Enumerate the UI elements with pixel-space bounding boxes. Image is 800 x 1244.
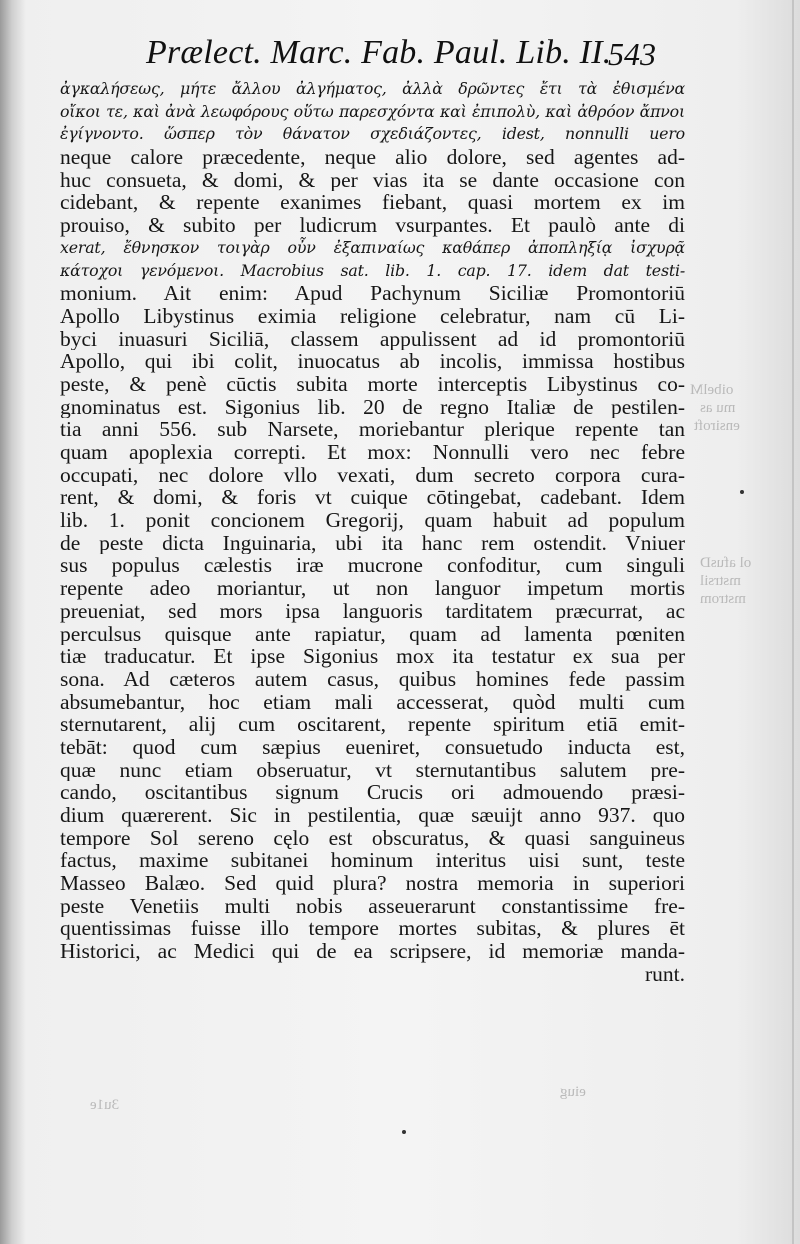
- text-line: sona. Ad cæteros autem casus, quibus homines fede passim: [60, 667, 685, 691]
- text-line: cando, oscitantibus signum Crucis ori admouendo præsi-: [60, 781, 685, 804]
- text-line: preueniat, sed mors ipsa languoris tarditatem præcurrat, ac: [60, 599, 685, 623]
- text-line: sus populus cælestis iræ mucrone confoditur, cum singuli: [60, 554, 685, 578]
- text-line: quæ nunc etiam obseruatur, vt sternutantibus salutem pre-: [60, 758, 685, 782]
- text-line: de peste dicta Inguinaria, ubi ita hanc rem ostendit. Vniuer: [60, 531, 685, 555]
- body-text: [60, 78, 685, 986]
- text-line: Apollo Libystinus eximia religione celebratur, nam cū Li-: [60, 304, 685, 328]
- text-line: huc consueta, & domi, & per vias ita se dante occasione con: [60, 168, 685, 192]
- show-through-mark: mstrom: [700, 591, 746, 607]
- show-through-mark: ensiroft: [694, 418, 740, 434]
- text-line: repente adeo moriantur, ut non languor impetum mortis: [60, 577, 685, 600]
- text-line: occupati, nec dolore vllo vexati, dum secreto corpora cura-: [60, 463, 685, 487]
- text-line: quentissimas fuisse illo tempore mortes subitas, & plures ēt: [60, 917, 685, 941]
- text-line: Apollo, qui ibi colit, inuocatus ab incolis, immissa hostibus: [60, 350, 685, 373]
- ink-speck: [740, 490, 744, 494]
- text-line: runt.: [644, 962, 685, 986]
- text-line: rent, & domi, & foris vt cuique cōtingebat, cadebant. Idem: [60, 486, 685, 510]
- running-title: Prælect. Marc. Fab. Paul. Lib. II.: [146, 34, 612, 71]
- show-through-mark: mu as: [700, 400, 736, 416]
- page-edge: [792, 0, 794, 1244]
- text-line: ἀγκαλήσεως, μήτε ἄλλου ἀλγήματος, ἀλλὰ δρῶντες ἔτι τὰ ἐθισμένα: [60, 79, 685, 98]
- text-line: lib. 1. ponit concionem Gregorij, quam habuit ad populum: [60, 509, 685, 532]
- text-line: xerat, ἔθνησκον τοιγὰρ οὖν ἐξαπιναίως καθάπερ ἀποπληξίᾳ ἰσχυρᾷ: [60, 237, 685, 257]
- text-line: absumebantur, hoc etiam mali accesserat, quòd multi cum: [60, 690, 685, 714]
- text-line: prouiso, & subito per ludicrum vsurpantes. Et paulò ante di: [60, 214, 685, 237]
- text-line: gnominatus est. Sigonius lib. 20 de regno Italiæ de pestilen-: [60, 395, 685, 419]
- text-line: neque calore præcedente, neque alio dolore, sed agentes ad-: [60, 146, 685, 169]
- text-line: tia anni 556. sub Narsete, moriebantur plerique repente tan: [60, 418, 685, 441]
- show-through-mark: eiug: [560, 1084, 586, 1100]
- page-binding-shadow: [0, 0, 26, 1244]
- show-through-mark: oibelM: [690, 382, 734, 398]
- text-line: κάτοχοι γενόμενοι. Macrobius sat. lib. 1. cap. 17. idem dat testi-: [60, 260, 685, 280]
- show-through-mark: 3u1e: [90, 1097, 120, 1113]
- text-line: ἐγίγνοντο. ὥσπερ τὸν θάνατον σχεδιάζοντες, idest, nonnulli uero: [60, 124, 685, 144]
- text-line: cidebant, & repente exanimes fiebant, quasi mortem ex im: [60, 191, 685, 215]
- text-line: perculsus quisque ante rapiatur, quam ad lamenta pœniten: [60, 622, 685, 646]
- show-through-mark: ol afusD: [700, 555, 752, 571]
- text-line: quam apoplexia correpti. Et mox: Nonnulli vero nec febre: [60, 441, 685, 464]
- ink-speck: [402, 1130, 406, 1134]
- running-head: [60, 30, 680, 80]
- text-line: monium. Ait enim: Apud Pachynum Siciliæ Promontoriū: [60, 282, 685, 305]
- text-line: byci inuasuri Siciliā, classem appulissent ad id promontoriū: [60, 327, 685, 351]
- text-line: οἴκοι τε, καὶ ἀνὰ λεωφόρους οὕτω παρεσχόντα καὶ ἐπιπολὺ, καὶ ἀθρόον ἄπνοι: [60, 101, 685, 121]
- text-line: peste, & penè cūctis subita morte interceptis Libystinus co-: [60, 372, 685, 396]
- page-number: 543: [608, 36, 656, 72]
- text-line: Historici, ac Medici qui de ea scripsere, id memoriæ manda-: [60, 940, 685, 963]
- text-line: Masseo Balæo. Sed quid plura? nostra memoria in superiori: [60, 872, 685, 895]
- text-line: peste Venetiis multi nobis asseuerarunt constantissime fre-: [60, 894, 685, 918]
- text-line: sternutarent, alij cum oscitarent, repente spiritum etiā emit-: [60, 713, 685, 736]
- text-line: tiæ traducatur. Et ipse Sigonius mox ita testatur ex sua per: [60, 645, 685, 668]
- text-line: tebāt: quod cum sæpius eueniret, consuetudo inducta est,: [60, 735, 685, 759]
- show-through-mark: mstrsil: [700, 573, 741, 589]
- text-line: factus, maxime subitanei hominum interitus uisi sunt, teste: [60, 849, 685, 873]
- text-line: dium quærerent. Sic in pestilentia, quæ sæuijt anno 937. quo: [60, 804, 685, 827]
- text-line: tempore Sol sereno cęlo est obscuratus, & quasi sanguineus: [60, 826, 685, 850]
